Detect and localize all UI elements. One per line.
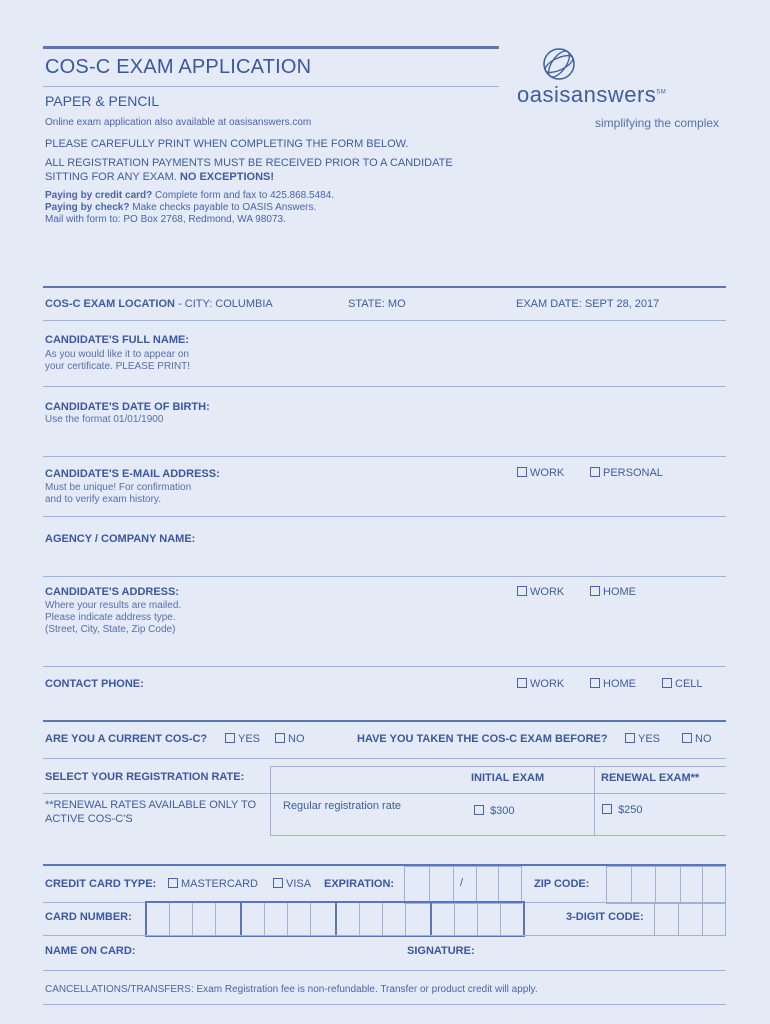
card-number-label: CARD NUMBER: bbox=[45, 911, 132, 923]
checkbox-icon bbox=[168, 878, 178, 888]
expiration-cell bbox=[405, 867, 430, 903]
email-personal-label: PERSONAL bbox=[603, 467, 663, 479]
cc-instruction bbox=[45, 190, 334, 202]
email-note bbox=[45, 482, 191, 506]
checkbox-icon bbox=[625, 733, 635, 743]
current-cosc-yes-label: YES bbox=[238, 733, 261, 745]
security-code-cell bbox=[655, 903, 679, 935]
phone-input[interactable] bbox=[230, 672, 510, 702]
address-label: CANDIDATE'S ADDRESS: bbox=[45, 586, 180, 598]
security-code-grid[interactable] bbox=[654, 902, 726, 936]
full-name-note-line-1: As you would like it to appear on bbox=[45, 349, 189, 360]
name-on-card-label: NAME ON CARD: bbox=[45, 945, 136, 957]
visa-label: VISA bbox=[286, 878, 312, 890]
card-number-cell bbox=[242, 903, 265, 935]
phone-cell-checkbox[interactable] bbox=[662, 678, 703, 690]
renewal-rate-checkbox[interactable] bbox=[602, 804, 643, 816]
cc-instruction-label: Paying by credit card? bbox=[45, 190, 153, 201]
brand-name bbox=[517, 82, 666, 108]
checkbox-icon bbox=[682, 733, 692, 743]
cancellation-policy: CANCELLATIONS/TRANSFERS: Exam Registration fee is non-refundable. Transfer or product credit will apply. bbox=[45, 984, 538, 995]
card-number-cell bbox=[147, 903, 170, 935]
card-number-cell bbox=[193, 903, 216, 935]
phone-cell-label: CELL bbox=[675, 678, 703, 690]
security-code-cell bbox=[679, 903, 703, 935]
phone-rule bbox=[43, 720, 726, 722]
checkbox-icon bbox=[474, 805, 484, 815]
security-code-cell bbox=[703, 903, 725, 935]
email-personal-checkbox[interactable] bbox=[590, 467, 663, 479]
current-cosc-no[interactable] bbox=[275, 733, 305, 745]
taken-before-yes-label: YES bbox=[638, 733, 661, 745]
payments-line-1: ALL REGISTRATION PAYMENTS MUST BE RECEIVED PRIOR TO A CANDIDATE bbox=[45, 157, 453, 169]
address-note-line-2: Please indicate address type. bbox=[45, 612, 176, 623]
expiration-cell bbox=[430, 867, 455, 903]
card-number-cell bbox=[265, 903, 288, 935]
zip-cell bbox=[656, 867, 681, 903]
header-top-rule bbox=[43, 46, 499, 49]
email-note-line-2: and to verify exam history. bbox=[45, 494, 161, 505]
mastercard-label: MASTERCARD bbox=[181, 878, 259, 890]
name-on-card-input[interactable] bbox=[145, 940, 395, 968]
signature-input[interactable] bbox=[485, 940, 725, 968]
phone-work-checkbox[interactable] bbox=[517, 678, 564, 690]
email-note-line-1: Must be unique! For confirmation bbox=[45, 482, 192, 493]
oasis-logo bbox=[515, 42, 735, 132]
initial-exam-header: INITIAL EXAM bbox=[471, 772, 545, 784]
checkbox-icon bbox=[662, 678, 672, 688]
brand-tagline: simplifying the complex bbox=[595, 116, 720, 130]
address-note-line-3: (Street, City, State, Zip Code) bbox=[45, 624, 176, 635]
email-work-label: WORK bbox=[530, 467, 565, 479]
card-number-cell bbox=[311, 903, 337, 935]
mail-instruction: Mail with form to: PO Box 2768, Redmond, WA 98073. bbox=[45, 214, 286, 225]
renewal-note bbox=[45, 798, 256, 826]
full-name-rule bbox=[43, 386, 726, 387]
email-rule bbox=[43, 516, 726, 517]
address-input[interactable] bbox=[230, 582, 510, 662]
mastercard-checkbox[interactable] bbox=[168, 878, 258, 890]
full-name-note bbox=[45, 349, 190, 373]
location-bottom-rule bbox=[43, 320, 726, 321]
visa-checkbox[interactable] bbox=[273, 878, 311, 890]
title-rule bbox=[43, 86, 499, 87]
brand-text: oasisanswers bbox=[517, 82, 657, 107]
current-cosc-no-label: NO bbox=[288, 733, 305, 745]
card-number-cell bbox=[406, 903, 432, 935]
check-instruction-label: Paying by check? bbox=[45, 202, 130, 213]
exam-location-city: - CITY: COLUMBIA bbox=[178, 298, 273, 310]
expiration-slash: / bbox=[460, 877, 464, 889]
page-title: COS-C EXAM APPLICATION bbox=[45, 56, 312, 78]
payments-line-2 bbox=[45, 170, 453, 184]
full-name-note-line-2: your certificate. PLEASE PRINT! bbox=[45, 361, 191, 372]
card-number-cell bbox=[432, 903, 455, 935]
rates-divider-2 bbox=[594, 766, 595, 836]
expiration-cell bbox=[477, 867, 500, 903]
current-cosc-yes[interactable] bbox=[225, 733, 260, 745]
taken-before-no-label: NO bbox=[695, 733, 712, 745]
address-note bbox=[45, 600, 181, 636]
address-rule bbox=[43, 666, 726, 667]
rates-header-rule bbox=[43, 793, 726, 794]
globe-icon bbox=[539, 44, 579, 84]
current-cosc-label: ARE YOU A CURRENT COS-C? bbox=[45, 733, 208, 745]
security-code-label: 3-DIGIT CODE: bbox=[566, 911, 644, 923]
rates-header-top-rule bbox=[270, 766, 726, 767]
cc-type-label: CREDIT CARD TYPE: bbox=[45, 878, 157, 890]
full-name-label: CANDIDATE'S FULL NAME: bbox=[45, 334, 189, 346]
address-home-checkbox[interactable] bbox=[590, 586, 636, 598]
checkbox-icon bbox=[590, 467, 600, 477]
signature-label: SIGNATURE: bbox=[407, 945, 475, 957]
card-number-cell bbox=[360, 903, 383, 935]
dob-rule bbox=[43, 456, 726, 457]
agency-label: AGENCY / COMPANY NAME: bbox=[45, 533, 196, 545]
address-note-line-1: Where your results are mailed. bbox=[45, 600, 182, 611]
rates-bottom-rule bbox=[270, 835, 726, 836]
initial-rate-checkbox[interactable] bbox=[474, 805, 515, 817]
payment-instructions bbox=[45, 190, 334, 226]
exam-date: EXAM DATE: SEPT 28, 2017 bbox=[516, 298, 660, 310]
renewal-note-line-2: ACTIVE COS-C'S bbox=[45, 813, 133, 825]
exam-location bbox=[45, 298, 273, 310]
card-number-cell bbox=[501, 903, 523, 935]
checkbox-icon bbox=[517, 678, 527, 688]
full-name-input[interactable] bbox=[230, 330, 726, 384]
payments-notice bbox=[45, 156, 453, 184]
expiration-label: EXPIRATION: bbox=[324, 878, 395, 890]
no-exceptions: NO EXCEPTIONS! bbox=[179, 171, 275, 183]
agency-input[interactable] bbox=[230, 526, 726, 572]
phone-work-label: WORK bbox=[530, 678, 565, 690]
dob-label: CANDIDATE'S DATE OF BIRTH: bbox=[45, 401, 210, 413]
address-home-label: HOME bbox=[603, 586, 636, 598]
zip-cell bbox=[703, 867, 725, 903]
checkbox-icon bbox=[517, 467, 527, 477]
phone-home-label: HOME bbox=[603, 678, 636, 690]
cc-instruction-text: Complete form and fax to 425.868.5484. bbox=[155, 190, 335, 201]
card-number-cell bbox=[170, 903, 193, 935]
card-number-grid[interactable] bbox=[145, 901, 525, 937]
taken-before-label: HAVE YOU TAKEN THE COS-C EXAM BEFORE? bbox=[357, 733, 608, 745]
renewal-rate-price: $250 bbox=[618, 804, 643, 816]
taken-before-no[interactable] bbox=[682, 733, 712, 745]
checkbox-icon bbox=[602, 804, 612, 814]
zip-cell bbox=[632, 867, 657, 903]
questions-rule bbox=[43, 758, 726, 759]
renewal-note-line-1: **RENEWAL RATES AVAILABLE ONLY TO bbox=[45, 799, 257, 811]
page-subtitle: PAPER & PENCIL bbox=[45, 93, 160, 109]
card-number-rule bbox=[43, 935, 726, 936]
card-number-cell bbox=[288, 903, 311, 935]
initial-rate-price: $300 bbox=[490, 805, 515, 817]
card-number-cell bbox=[337, 903, 360, 935]
regular-rate-label: Regular registration rate bbox=[283, 800, 402, 812]
zip-cell bbox=[607, 867, 632, 903]
print-notice: PLEASE CAREFULLY PRINT WHEN COMPLETING THE FORM BELOW. bbox=[45, 138, 409, 150]
checkbox-icon bbox=[273, 878, 283, 888]
brand-trademark: SM bbox=[656, 89, 667, 96]
payments-line-2-text: SITTING FOR ANY EXAM. bbox=[45, 171, 177, 183]
phone-home-checkbox[interactable] bbox=[590, 678, 636, 690]
dob-input[interactable] bbox=[230, 396, 726, 434]
agency-rule bbox=[43, 576, 726, 577]
location-top-rule bbox=[43, 286, 726, 288]
zip-cell bbox=[681, 867, 704, 903]
check-instruction-text: Make checks payable to OASIS Answers. bbox=[132, 202, 317, 213]
checkbox-icon bbox=[590, 586, 600, 596]
taken-before-yes[interactable] bbox=[625, 733, 660, 745]
address-work-checkbox[interactable] bbox=[517, 586, 564, 598]
email-input[interactable] bbox=[230, 462, 510, 502]
card-number-cell bbox=[383, 903, 406, 935]
checkbox-icon bbox=[517, 586, 527, 596]
rates-divider-1 bbox=[270, 766, 271, 836]
check-instruction bbox=[45, 202, 334, 214]
checkbox-icon bbox=[225, 733, 235, 743]
renewal-exam-header: RENEWAL EXAM** bbox=[601, 772, 700, 784]
zip-label: ZIP CODE: bbox=[534, 878, 590, 890]
footer-rule bbox=[43, 1004, 726, 1005]
online-notice: Online exam application also available at oasisanswers.com bbox=[45, 117, 312, 128]
card-number-cell bbox=[216, 903, 242, 935]
rate-select-label: SELECT YOUR REGISTRATION RATE: bbox=[45, 771, 245, 783]
email-label: CANDIDATE'S E-MAIL ADDRESS: bbox=[45, 468, 220, 480]
dob-note: Use the format 01/01/1900 bbox=[45, 414, 164, 425]
expiration-cell bbox=[499, 867, 521, 903]
zip-grid[interactable] bbox=[606, 866, 726, 904]
card-number-cell bbox=[455, 903, 478, 935]
expiration-cell bbox=[454, 867, 477, 903]
checkbox-icon bbox=[275, 733, 285, 743]
exam-location-label: COS-C EXAM LOCATION bbox=[45, 298, 175, 310]
exam-state: STATE: MO bbox=[348, 298, 406, 310]
email-work-checkbox[interactable] bbox=[517, 467, 564, 479]
address-work-label: WORK bbox=[530, 586, 565, 598]
card-number-cell bbox=[478, 903, 501, 935]
name-on-card-rule bbox=[43, 970, 726, 971]
checkbox-icon bbox=[590, 678, 600, 688]
phone-label: CONTACT PHONE: bbox=[45, 678, 144, 690]
